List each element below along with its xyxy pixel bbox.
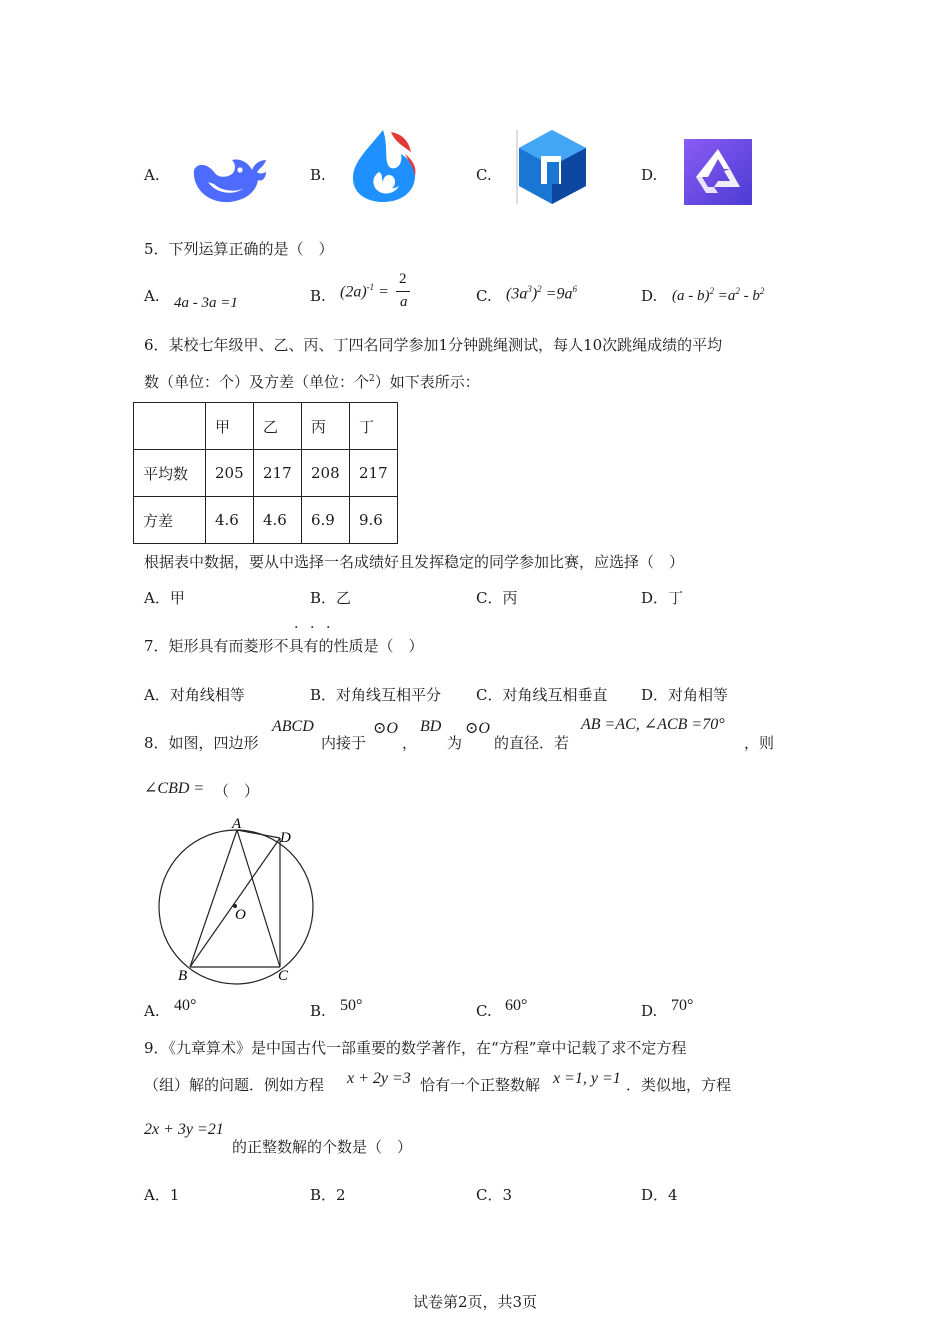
q9-line3: 的正整数解的个数是（ ）	[232, 1138, 413, 1156]
q8-bd: BD	[420, 718, 442, 735]
q4-option-a-letter: A.	[144, 166, 160, 184]
label-o: O	[235, 907, 246, 923]
table-cell: 4.6	[254, 497, 302, 544]
table-cell: 208	[302, 450, 350, 497]
segment-ab	[190, 830, 237, 967]
table-header-bing: 丙	[302, 403, 350, 450]
q8-option-a-letter: A.	[144, 1002, 160, 1020]
row-label-variance: 方差	[134, 497, 206, 544]
q5-option-c-letter: C.	[476, 287, 492, 305]
q4-option-d-letter: D.	[641, 166, 658, 184]
emphasis-dot: ·	[310, 620, 315, 636]
q9-option-d: D．4	[641, 1186, 678, 1204]
table-cell	[134, 403, 206, 450]
row-label-mean: 平均数	[134, 450, 206, 497]
fraction-bar	[396, 291, 410, 292]
q8-circle-o: ⊙O	[373, 720, 398, 737]
q8-abcd: ABCD	[272, 718, 314, 735]
q6-stem-line2: 数（单位：个）及方差（单位：个$^2$）如下表所示：	[144, 373, 480, 391]
q6-data-table	[133, 402, 398, 544]
q8-diameter: 的直径．若	[494, 734, 570, 752]
q8-ask-paren: （ ）	[214, 782, 260, 800]
q8-circle-figure	[150, 815, 325, 990]
table-header-row	[134, 403, 398, 450]
q5-option-a-letter: A.	[144, 287, 160, 305]
table-row	[134, 497, 398, 544]
q8-is: 为	[447, 734, 463, 752]
q9-option-a: A．1	[144, 1186, 180, 1204]
label-c: C	[278, 968, 289, 984]
blue-whale-logo-icon	[188, 148, 268, 204]
q7-option-c: C．对角线互相垂直	[476, 686, 608, 704]
q9-eq2: 2x + 3y =21	[144, 1121, 224, 1138]
q8-comma: ，	[402, 734, 418, 752]
table-cell: 6.9	[302, 497, 350, 544]
q8-option-a-value: 40°	[174, 997, 197, 1014]
q5-option-b-letter: B.	[310, 287, 326, 305]
emphasis-dot: ·	[326, 620, 331, 636]
q6-option-d: D．丁	[641, 589, 684, 607]
q7-option-a: A．对角线相等	[144, 686, 245, 704]
q9-line2-a: （组）解的问题．例如方程	[144, 1076, 325, 1094]
q5-option-d-expr: $(a - b)^2 =a^2 - b^2$	[672, 286, 765, 304]
q5-option-a-expr: 4a - 3a =1	[174, 295, 238, 311]
q7-option-d: D．对角相等	[641, 686, 729, 704]
segment-bd-diameter	[190, 838, 280, 967]
label-a: A	[232, 816, 242, 832]
q8-option-d-value: 70°	[671, 997, 694, 1014]
table-cell: 217	[254, 450, 302, 497]
q5-option-b-frac-den: a	[400, 294, 408, 310]
segment-ad	[237, 830, 280, 838]
q6-option-b: B．乙	[310, 589, 352, 607]
q8-option-c-letter: C.	[476, 1002, 492, 1020]
q8-option-c-value: 60°	[505, 997, 528, 1014]
table-cell: 4.6	[206, 497, 254, 544]
table-header-jia: 甲	[206, 403, 254, 450]
q6-option-c: C．丙	[476, 589, 518, 607]
q5-option-b-frac-num: 2	[399, 271, 407, 287]
q9-option-c: C．3	[476, 1186, 513, 1204]
q8-circle-o-2: ⊙O	[465, 720, 490, 737]
emphasis-dot: ·	[294, 620, 299, 636]
q9-stem-line1: 9．《九章算术》是中国古代一部重要的数学著作，在“方程”章中记载了求不定方程	[144, 1039, 687, 1057]
q8-inscribed: 内接于	[321, 734, 367, 752]
q4-option-c-letter: C.	[476, 166, 492, 184]
q8-stem-prefix: 8．如图，四边形	[144, 734, 259, 752]
table-cell: 217	[350, 450, 398, 497]
flame-drop-logo-icon	[349, 124, 419, 204]
q6-stem-line1: 6．某校七年级甲、乙、丙、丁四名同学参加1分钟跳绳测试，每人10次跳绳成绩的平均	[144, 336, 723, 354]
q8-option-d-letter: D.	[641, 1002, 658, 1020]
q5-option-d-letter: D.	[641, 287, 658, 305]
page-footer: 试卷第2页，共3页	[412, 1293, 538, 1311]
q7-option-b: B．对角线互相平分	[310, 686, 442, 704]
segment-ac	[237, 830, 280, 967]
table-header-yi: 乙	[254, 403, 302, 450]
q8-ask: ∠CBD =	[144, 780, 205, 797]
q9-line2-c: ．类似地，方程	[626, 1076, 732, 1094]
q7-stem: 7．矩形具有而菱形不具有的性质是（ ）	[144, 637, 424, 655]
q8-option-b-letter: B.	[310, 1002, 326, 1020]
q5-option-b-expr: $(2a)^{-1}$ =	[340, 282, 389, 301]
label-b: B	[178, 968, 188, 984]
q6-question: 根据表中数据，要从中选择一名成绩好且发挥稳定的同学参加比赛，应选择（ ）	[144, 553, 685, 571]
table-header-ding: 丁	[350, 403, 398, 450]
q8-condition: AB =AC, ∠ACB =70°	[581, 716, 725, 733]
label-d: D	[280, 830, 291, 846]
q6-option-a: A．甲	[144, 589, 185, 607]
q8-option-b-value: 50°	[340, 997, 363, 1014]
table-cell: 9.6	[350, 497, 398, 544]
purple-knot-logo-icon	[684, 139, 752, 205]
q9-eq1: x + 2y =3	[347, 1070, 411, 1087]
q9-line2-b: 恰有一个正整数解	[420, 1076, 541, 1094]
table-cell: 205	[206, 450, 254, 497]
hexagon-logo-icon	[515, 128, 589, 206]
q5-option-c-expr: $(3a^3)^2 =9a^6$	[506, 284, 577, 303]
q9-option-b: B．2	[310, 1186, 346, 1204]
q8-then: ，则	[744, 734, 775, 752]
q9-solution: x =1, y =1	[553, 1070, 621, 1087]
table-row	[134, 450, 398, 497]
q5-stem: 5．下列运算正确的是（ ）	[144, 240, 334, 258]
q4-option-b-letter: B.	[310, 166, 326, 184]
